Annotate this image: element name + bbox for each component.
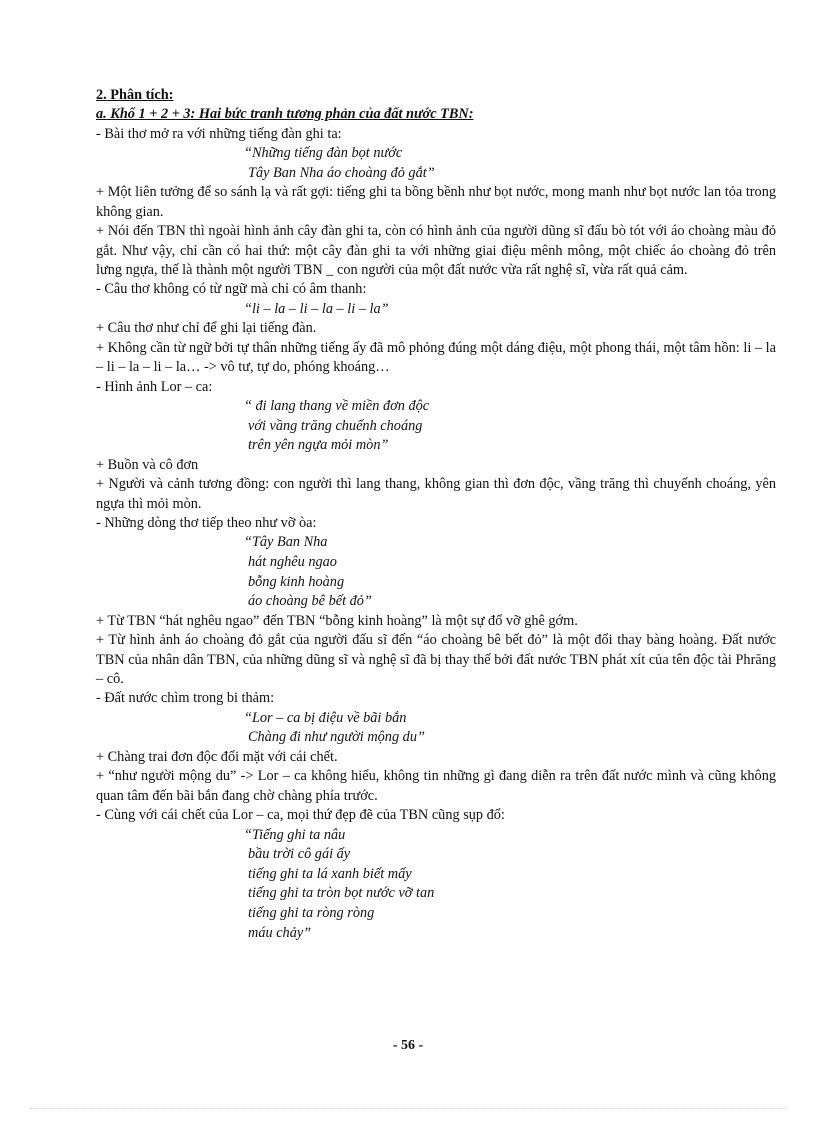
paragraph: + Không cần từ ngữ bởi tự thân những tiếng ấy đã mô phỏng đúng một dáng điệu, một phong thái, một tâm hồn: li – la – li – la – li – la… -> vô tư, tự do, phóng khoáng… [96,339,776,376]
paragraph: + Câu thơ như chỉ để ghi lại tiếng đàn. [96,320,317,337]
paragraph: + Chàng trai đơn độc đối mặt với cái chết. [96,749,338,766]
verse-line: tiếng ghi ta tròn bọt nước vỡ tan [248,885,435,902]
page-number: - 56 - [392,1038,424,1053]
verse-line: với vầng trăng chuếnh choáng [248,417,423,434]
document-body [96,86,776,943]
verse-line: “li – la – li – la – li – la” [244,300,389,317]
verse-line: “Tiếng ghi ta nâu [244,826,346,843]
verse-line: “Những tiếng đàn bọt nước [244,145,403,162]
verse-line: Tây Ban Nha áo choàng đỏ gắt” [248,164,435,181]
subsection-heading: a. Khổ 1 + 2 + 3: Hai bức tranh tương phản của đất nước TBN: [96,106,474,123]
paragraph: + Nói đến TBN thì ngoài hình ảnh cây đàn ghi ta, còn có hình ảnh của người dũng sĩ đấu bò tót với áo choàng màu đỏ gắt. Như vậy, chỉ cần có hai thứ: một cây đàn ghi ta với những giai điệu mênh mông, một chiếc áo choàng đỏ trên lưng ngựa, thế là thành một người TBN _ con người của một đất nước vừa rất nghệ sĩ, vừa rất quả cảm. [96,223,776,279]
verse-line: bầu trời cô gái ấy [248,846,351,863]
paragraph: - Bài thơ mở ra với những tiếng đàn ghi ta: [96,125,342,142]
paragraph: - Cùng với cái chết của Lor – ca, mọi thứ đẹp đẽ của TBN cũng sụp đổ: [96,807,505,824]
verse-line: “Tây Ban Nha [244,534,328,551]
paragraph: - Những dòng thơ tiếp theo như vỡ òa: [96,515,317,532]
page-bottom-divider [30,1108,786,1109]
verse-line: tiếng ghi ta ròng ròng [248,905,375,922]
paragraph: + Một liên tưởng để so sánh lạ và rất gợi: tiếng ghi ta bồng bềnh như bọt nước, mong manh như bọt nước lan tỏa trong không gian. [96,184,776,220]
paragraph: - Đất nước chìm trong bi thảm: [96,690,275,707]
verse-line: máu chảy” [248,924,312,941]
verse-line: bỗng kinh hoàng [248,573,345,590]
verse-line: trên yên ngựa mỏi mòn” [248,437,389,454]
verse-line: Chàng đi như người mộng du” [248,729,425,746]
paragraph: + Từ hình ảnh áo choàng đỏ gắt của người đấu sĩ đến “áo choàng bê bết đỏ” là một đổi thay bàng hoàng. Đất nước TBN của nhân dân TBN, của những dũng sĩ và nghệ sĩ đã bị thay thế bởi đất nước TBN phát xít của tên độc tài Phrăng – cô. [96,632,776,688]
paragraph: + Người và cảnh tương đồng: con người thì lang thang, không gian thì đơn độc, vầng trăng thì chuyếnh choáng, yên ngựa thì mỏi mòn. [96,476,776,512]
verse-line: tiếng ghi ta lá xanh biết mấy [248,865,412,882]
verse-line: “ đi lang thang về miền đơn độc [244,398,430,415]
verse-line: “Lor – ca bị điệu về bãi bắn [244,709,407,726]
paragraph: + Từ TBN “hát nghêu ngao” đến TBN “bỗng kinh hoàng” là một sự đổ vỡ ghê gớm. [96,612,578,629]
paragraph: - Câu thơ không có từ ngữ mà chỉ có âm thanh: [96,281,367,298]
verse-line: áo choàng bê bết đỏ” [248,593,372,610]
section-heading: 2. Phân tích: [96,87,174,103]
paragraph: + Buồn và cô đơn [96,456,199,473]
paragraph: + “như người mộng du” -> Lor – ca không hiểu, không tin những gì đang diễn ra trên đất nước mình và cũng không quan tâm đến bãi bắn đang chờ chàng phía trước. [96,768,776,804]
verse-line: hát nghêu ngao [248,554,337,571]
paragraph: - Hình ảnh Lor – ca: [96,378,213,395]
